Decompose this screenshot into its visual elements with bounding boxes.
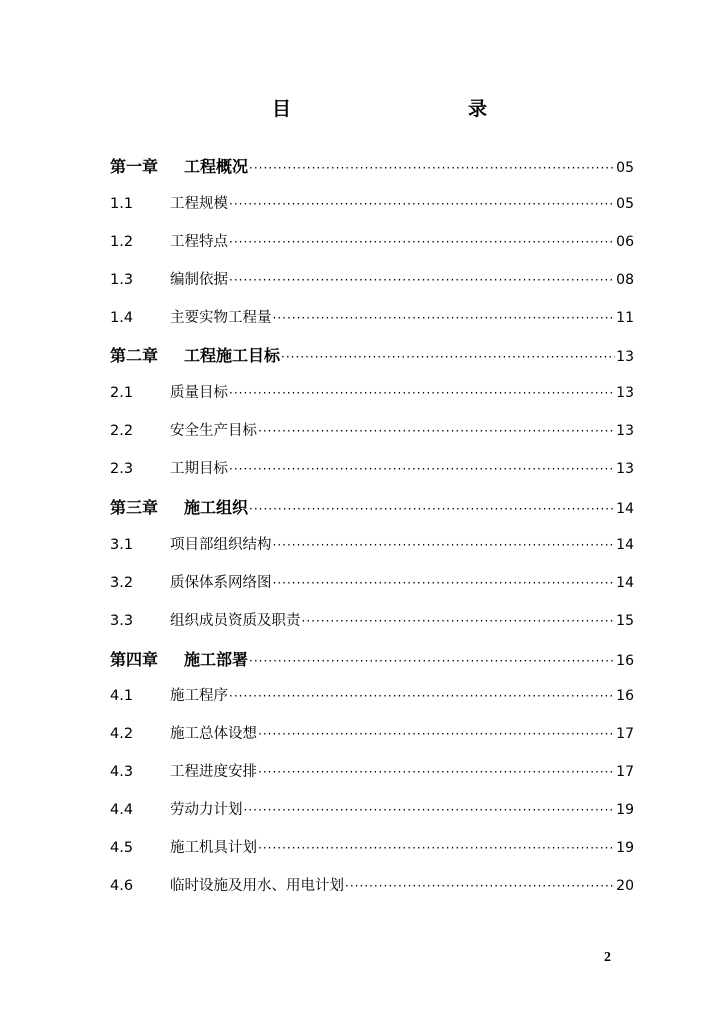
- dot-leader: [229, 451, 615, 489]
- toc-entry-page: 11: [616, 309, 634, 326]
- dot-leader: [258, 413, 615, 451]
- toc-entry-title: 临时设施及用水、用电计划: [170, 877, 344, 894]
- toc-entry-3-1[interactable]: [110, 527, 634, 565]
- toc-entry-page: 14: [616, 501, 634, 518]
- toc-entry-page: 15: [616, 612, 634, 629]
- toc-entry-title: 劳动力计划: [170, 802, 243, 819]
- toc-entry-1-4[interactable]: [110, 300, 634, 338]
- toc-title: [0, 94, 724, 124]
- dot-leader: [229, 262, 615, 300]
- toc-entry-number: 4.5: [110, 840, 134, 857]
- toc-entry-page: 13: [616, 385, 634, 402]
- toc-entry-title: 施工组织: [184, 498, 249, 518]
- toc-entry-page: 19: [616, 802, 634, 819]
- toc-entry-number: 1.2: [110, 233, 134, 250]
- toc-entry-page: 05: [616, 160, 634, 176]
- toc-entry-2-1[interactable]: [110, 375, 634, 413]
- toc-entry-2-3[interactable]: [110, 451, 634, 489]
- toc-entry-page: 19: [616, 840, 634, 857]
- table-of-contents: [110, 148, 634, 906]
- toc-entry-4-6[interactable]: [110, 868, 634, 906]
- dot-leader: [345, 868, 615, 906]
- toc-entry-title: 项目部组织结构: [170, 536, 272, 553]
- toc-entry-number: 2.3: [110, 461, 134, 478]
- dot-leader: [244, 792, 616, 830]
- dot-leader: [302, 603, 616, 641]
- toc-entry-title: 编制依据: [170, 271, 228, 288]
- dot-leader: [258, 830, 615, 868]
- toc-entry-page: 16: [616, 652, 634, 669]
- toc-entry-number: 4.1: [110, 688, 134, 705]
- dot-leader: [273, 300, 616, 338]
- dot-leader: [229, 186, 615, 224]
- toc-entry-3-3[interactable]: [110, 603, 634, 641]
- toc-entry-title: 工程进度安排: [170, 764, 257, 781]
- toc-entry-4-5[interactable]: [110, 830, 634, 868]
- toc-entry-title: 工程特点: [170, 233, 228, 250]
- dot-leader: [249, 150, 615, 188]
- toc-entry-page: 17: [616, 726, 634, 743]
- toc-entry-number: 第一章: [110, 157, 159, 176]
- dot-leader: [229, 224, 615, 262]
- toc-entry-title: 组织成员资质及职责: [170, 612, 301, 629]
- dot-leader: [249, 643, 615, 681]
- toc-entry-number: 1.3: [110, 271, 134, 288]
- toc-entry-chapter-1[interactable]: [110, 148, 634, 186]
- toc-entry-title: 工程施工目标: [184, 346, 281, 366]
- toc-entry-title: 主要实物工程量: [170, 309, 272, 326]
- toc-entry-page: 20: [616, 877, 634, 894]
- toc-entry-title: 施工程序: [170, 688, 228, 705]
- toc-entry-page: 08: [616, 271, 634, 288]
- toc-entry-page: 06: [616, 233, 634, 250]
- toc-entry-title: 安全生产目标: [170, 423, 257, 440]
- toc-entry-page: 16: [616, 688, 634, 705]
- toc-entry-number: 1.4: [110, 309, 134, 326]
- toc-entry-number: 4.6: [110, 877, 134, 894]
- dot-leader: [273, 527, 616, 565]
- toc-entry-title: 工程概况: [184, 157, 249, 176]
- toc-entry-title: 施工总体设想: [170, 726, 257, 743]
- toc-entry-page: 05: [616, 195, 634, 212]
- toc-entry-chapter-4[interactable]: [110, 641, 634, 679]
- page-number: 2: [604, 950, 611, 965]
- toc-entry-title: 质保体系网络图: [170, 574, 272, 591]
- toc-entry-4-4[interactable]: [110, 792, 634, 830]
- toc-entry-number: 第四章: [110, 649, 159, 669]
- toc-entry-1-2[interactable]: [110, 224, 634, 262]
- toc-entry-number: 3.3: [110, 612, 134, 629]
- toc-entry-page: 13: [616, 423, 634, 440]
- dot-leader: [258, 716, 615, 754]
- toc-entry-page: 14: [616, 536, 634, 553]
- toc-entry-title: 施工部署: [184, 649, 249, 669]
- toc-entry-title: 工期目标: [170, 461, 228, 478]
- toc-entry-number: 4.3: [110, 764, 134, 781]
- dot-leader: [273, 565, 616, 603]
- toc-entry-1-3[interactable]: [110, 262, 634, 300]
- toc-entry-2-2[interactable]: [110, 413, 634, 451]
- toc-entry-chapter-2[interactable]: [110, 337, 634, 375]
- toc-title-right: 录: [468, 98, 488, 120]
- toc-entry-number: 第二章: [110, 346, 159, 366]
- toc-entry-4-2[interactable]: [110, 716, 634, 754]
- toc-entry-4-3[interactable]: [110, 754, 634, 792]
- toc-entry-number: 2.2: [110, 423, 134, 440]
- toc-entry-page: 13: [616, 349, 634, 366]
- dot-leader: [229, 375, 615, 413]
- toc-entry-number: 1.1: [110, 195, 134, 212]
- toc-entry-number: 3.1: [110, 536, 134, 553]
- dot-leader: [249, 491, 615, 529]
- toc-entry-number: 第三章: [110, 498, 159, 518]
- toc-entry-page: 14: [616, 574, 634, 591]
- toc-entry-number: 2.1: [110, 385, 134, 402]
- toc-entry-chapter-3[interactable]: [110, 489, 634, 527]
- dot-leader: [281, 339, 615, 377]
- toc-entry-number: 3.2: [110, 574, 134, 591]
- toc-entry-title: 施工机具计划: [170, 840, 257, 857]
- toc-entry-title: 工程规模: [170, 195, 228, 212]
- toc-entry-number: 4.4: [110, 802, 134, 819]
- toc-entry-title: 质量目标: [170, 385, 228, 402]
- dot-leader: [229, 678, 615, 716]
- toc-entry-page: 17: [616, 764, 634, 781]
- toc-entry-page: 13: [616, 461, 634, 478]
- toc-entry-4-1[interactable]: [110, 678, 634, 716]
- toc-title-left: 目: [272, 98, 292, 120]
- toc-entry-number: 4.2: [110, 726, 134, 743]
- toc-entry-1-1[interactable]: [110, 186, 634, 224]
- dot-leader: [258, 754, 615, 792]
- toc-entry-3-2[interactable]: [110, 565, 634, 603]
